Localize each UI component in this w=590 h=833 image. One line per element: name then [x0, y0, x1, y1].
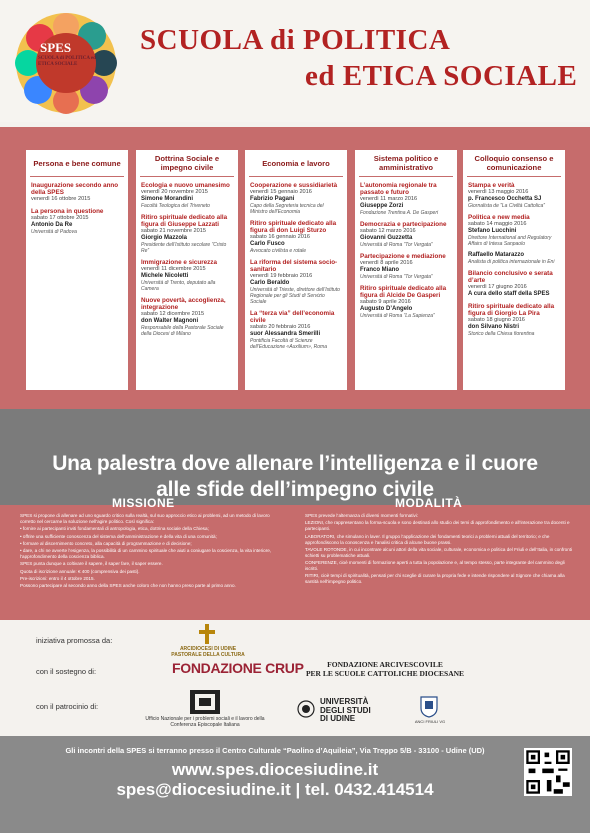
event-date: sabato 16 gennaio 2016: [250, 234, 311, 241]
modalita-paragraph: LABORATORI, che simulano in laver. Il gruppo l’applicazione dei fondamenti teorici a problemi attuali del territorio; e che approfondiscono la conoscenza e l’analisi critica di alcune buone prassi.: [305, 533, 550, 545]
event-speaker: don Silvano Nistri: [468, 323, 520, 330]
event-date: sabato 21 novembre 2015: [141, 228, 206, 235]
event-speaker-role: Fondazione Trentina A. De Gasperi: [360, 210, 439, 216]
event-speaker-role: Presidente dell’Istituto secolare “Cristo Re”: [141, 241, 227, 254]
event-speaker-role: Giornalista de “La Civiltà Cattolica”: [468, 202, 545, 209]
program-event: [250, 182, 342, 215]
event-date: sabato 14 maggio 2016: [468, 221, 527, 227]
header: [0, 0, 590, 122]
program-column: [26, 150, 128, 390]
event-title: Cooperazione e sussidiarietà: [250, 182, 338, 189]
event-speaker: p. Francesco Occhetta SJ: [468, 195, 542, 202]
modalita-paragraph: TAVOLE ROTONDE, in cui incontrare alcuni attori della vita sociale, culturale, economica e politica del Friuli e dell’Italia, in confronti schietti su problematiche attuali.: [305, 546, 573, 558]
column-body: [355, 177, 457, 319]
event-speaker: Fabrizio Pagani: [250, 195, 295, 202]
university-seal-icon: [297, 700, 315, 718]
patron2-line3: DI UDINE: [320, 714, 356, 723]
event-speaker-role: Responsabile della Pastorale Sociale della Diocesi di Milano: [141, 324, 224, 337]
event-speaker: Raffaello Matarazzo: [468, 251, 525, 258]
event-date: sabato 9 aprile 2016: [360, 299, 411, 305]
supporter-fondazione-arcivescovile: [290, 660, 480, 678]
event-speaker-role: Analista di politica internazionale in Eni: [468, 258, 555, 265]
column-heading: Colloquio consenso e comunicazione: [467, 150, 561, 177]
patron2-line1: UNIVERSITÀ: [320, 697, 369, 706]
footer-website[interactable]: www.spes.diocesiudine.it: [171, 760, 379, 779]
event-title: Inaugurazione secondo anno della SPES: [31, 182, 119, 197]
event-speaker: Carlo Fusco: [250, 240, 285, 247]
event-date: venerdì 13 maggio 2016: [468, 189, 529, 196]
program-column: [463, 150, 565, 390]
event-title: Stampa e verità: [468, 182, 515, 189]
event-speaker: Giorgio Mazzola: [141, 234, 188, 241]
event-title: Ecologia e nuovo umanesimo: [141, 182, 230, 189]
missione-paragraph: SPES si propone di allenare ad uno sguardo critico sulla realtà, sul suo approccio etico ai problemi, ad un metodo di lavoro corretto nel cercarne la soluzione nell’agire politico. Così significa:: [20, 513, 270, 524]
event-speaker: Michele Nicoletti: [141, 272, 189, 279]
event-speaker-role: Università di Roma “La Sapienza”: [360, 312, 435, 319]
missione-paragraph: • fornire ai partecipanti inviti fondamentali di antropologia, etica, dottrina sociale della Chiesa;: [20, 526, 209, 532]
support-label: con il sostegno di:: [36, 667, 97, 676]
supporter-crup: FONDAZIONE CRUP: [172, 660, 304, 676]
program-event: [360, 253, 452, 280]
program-column: [245, 150, 347, 390]
event-title: La riforma del sistema socio-sanitario: [250, 258, 338, 273]
event-speaker-role: Facoltà Teologica del Triveneto: [141, 202, 210, 209]
event-speaker: suor Alessandra Smerilli: [250, 330, 321, 337]
event-title: La “terza via” dell’economia civile: [250, 309, 335, 324]
mission-text: [20, 513, 285, 591]
tagline-line1: Una palestra dove allenare l’intelligenza e il cuore: [52, 452, 538, 475]
modalita-paragraph: CONFERENZE, cioè momenti di formazione aperti a tutta la popolazione e, al tempo stesso, parte integrante del cammino degli iscritti.: [305, 560, 565, 572]
event-date: venerdì 11 dicembre 2015: [141, 266, 206, 272]
supporter2-line2: PER LE SCUOLE CATTOLICHE DIOCESANE: [305, 669, 465, 678]
event-date: sabato 18 giugno 2016: [468, 317, 525, 323]
column-body: [26, 177, 128, 235]
event-title: Partecipazione e mediazione: [360, 252, 446, 260]
patron-university: [320, 698, 371, 724]
program-event: [468, 252, 560, 265]
event-title: Ritiro spirituale dedicato alla figura di Giorgio La Pira: [468, 302, 555, 317]
program-event: [141, 297, 233, 337]
event-speaker: Antonio Da Re: [31, 221, 73, 228]
program-event: [141, 259, 233, 292]
event-title: La persona in questione: [31, 208, 104, 215]
program-event: [468, 270, 560, 298]
modalita-paragraph: SPES prevede l’alternanza di diversi momenti formativi:: [305, 513, 419, 518]
event-speaker-role: Università di Trieste, direttore dell’Istituto Regionale per gli Studi di Servizio Sociale: [250, 286, 340, 305]
event-date: venerdì 11 marzo 2016: [360, 196, 418, 203]
program-event: [141, 214, 233, 254]
event-date: venerdì 15 gennaio 2016: [250, 189, 312, 196]
logo-subtitle: SCUOLA di POLITICA ed ETICA SOCIALE: [38, 56, 96, 67]
event-title: Ritiro spirituale dedicato alla figura di don Luigi Sturzo: [250, 219, 337, 234]
event-speaker: Giuseppe Zorzi: [360, 203, 404, 209]
event-date: sabato 12 dicembre 2015: [141, 311, 205, 317]
qr-code-icon[interactable]: [524, 748, 572, 796]
event-speaker: Franco Miano: [360, 266, 400, 273]
program-event: [468, 214, 560, 247]
event-date: sabato 20 febbraio 2016: [250, 324, 311, 331]
program-event: [360, 221, 452, 248]
event-title: L’autonomia regionale tra passato e futuro: [360, 182, 437, 197]
program-event: [468, 303, 560, 337]
event-speaker: don Walter Magnoni: [141, 317, 199, 324]
event-date: venerdì 16 ottobre 2015: [31, 196, 91, 203]
anci-shield-icon: [420, 696, 438, 718]
missione-paragraph: Quota di iscrizione annuale: € 400 (comprensiva dei pasti).: [20, 568, 140, 574]
sponsors-section: [0, 622, 590, 737]
event-speaker: Simone Morandini: [141, 195, 194, 202]
patronage-label: con il patrocinio di:: [36, 702, 99, 711]
mission-heading: MISSIONE: [112, 496, 175, 510]
column-body: [245, 177, 347, 350]
event-speaker-role: Università di Roma “Tor Vergata”: [360, 241, 433, 248]
event-speaker: Giovanni Guzzetta: [360, 234, 413, 241]
page-title-line1: SCUOLA di POLITICA: [140, 24, 451, 56]
modalita-text: [305, 513, 573, 587]
event-speaker: Carlo Beraldo: [250, 279, 290, 286]
missione-paragraph: • offrire una sufficiente conoscenza del sistema dell’amministrazione e della vita di una comunità;: [20, 533, 217, 539]
missione-paragraph: • formare al discernimento concreto, alla capacità di programmazione e di decisione;: [20, 540, 192, 546]
event-speaker-role: Storico della Chiesa fiorentina: [468, 330, 535, 337]
event-speaker-role: Direttore International and Regulatory Affairs di Intesa Sanpaolo: [468, 234, 552, 247]
event-title: Democrazia e partecipazione: [360, 221, 447, 228]
program-column: [136, 150, 238, 390]
program-event: [250, 259, 342, 305]
column-heading: Economia e lavoro: [249, 150, 343, 177]
patron2-line2: DEGLI STUDI: [320, 705, 371, 715]
event-speaker: Augusto D’Angelo: [360, 305, 413, 312]
event-date: venerdì 17 giugno 2016: [468, 284, 527, 290]
tagline-line2: alle sfide dell’impegno civile: [156, 478, 434, 501]
event-title: Ritiro spirituale dedicato alla figura di Giuseppe Lazzati: [141, 213, 228, 228]
event-speaker: A cura dello staff della SPES: [468, 290, 550, 297]
event-title: Ritiro spirituale dedicato alla figura di Alcide De Gasperi: [360, 284, 447, 299]
cei-logo-icon: [190, 690, 220, 714]
logo-text: SPES: [40, 40, 72, 55]
event-date: venerdì 20 novembre 2015: [141, 189, 208, 196]
program-event: [31, 208, 123, 235]
event-speaker-role: Università di Roma “Tor Vergata”: [360, 273, 433, 280]
program-event: [360, 182, 452, 216]
program-event: [360, 285, 452, 319]
footer-contact[interactable]: spes@diocesiudine.it | tel. 0432.414514: [116, 780, 434, 799]
program-event: [250, 220, 342, 254]
footer-venue: Gli incontri della SPES si terranno presso il Centro Culturale “Paolino d’Aquileia”, Via Treppo 5/B - 33100 - Udine (UD): [65, 746, 485, 755]
modalita-heading: MODALITÀ: [395, 496, 463, 510]
program-event: [31, 182, 123, 203]
event-speaker-role: Università di Padova: [31, 228, 77, 235]
program-event: [141, 182, 233, 209]
event-date: sabato 17 ottobre 2015: [31, 215, 89, 222]
column-heading: Dottrina Sociale e impegno civile: [140, 150, 234, 177]
program-event: [468, 182, 560, 209]
program-column: [355, 150, 457, 390]
event-date: venerdì 19 febbraio 2016: [250, 273, 313, 280]
event-speaker-role: Pontificia Facoltà di Scienze dell’Educazione «Auxilium», Roma: [250, 337, 327, 350]
event-date: venerdì 8 aprile 2016: [360, 260, 413, 266]
page-title-line2: ed ETICA SOCIALE: [305, 60, 578, 92]
column-body: [136, 177, 238, 337]
modalita-paragraph: RITIRI, cioè tempi di spiritualità, pensati per chi sceglie di curare la propria fede e intende rispondere al Signore che chiama alla santità nell’impegno politico.: [305, 573, 565, 585]
column-body: [463, 177, 565, 337]
event-speaker-role: Università di Trento, deputato alla Camera: [141, 279, 216, 292]
missione-paragraph: • dare, a chi ne avverte l’esigenza, la possibilità di un cammino spirituale che aiuti a coniugare la coscienza, la vita interiore, l’approfondimento della coscienza biblica.: [20, 548, 272, 560]
patron-anci: ANCI FRIULI VG: [414, 719, 446, 724]
event-title: Nuove povertà, accoglienza, integrazione: [141, 296, 226, 311]
event-title: Immigrazione e sicurezza: [141, 258, 217, 266]
event-title: Politica e new media: [468, 213, 530, 221]
column-heading: Sistema politico e amministrativo: [359, 150, 453, 177]
missione-paragraph: Pre-iscrizioni: entro il 4 ottobre 2015.: [20, 576, 95, 582]
promoter-name: ARCIDIOCESI DI UDINE PASTORALE DELLA CULTURA: [171, 646, 245, 658]
patron-cei: Ufficio Nazionale per i problemi sociali e il lavoro della Conferenza Episcopale Italiana: [145, 716, 265, 728]
promoted-label: iniziativa promossa da:: [36, 636, 113, 645]
event-speaker: Stefano Lucchini: [468, 227, 517, 234]
event-date: sabato 12 marzo 2016: [360, 228, 416, 235]
cross-emblem-icon: [196, 624, 218, 644]
modalita-paragraph: LEZIONI, che rappresentano la forma-scuola e sono destinati allo studio dei temi di approfondimento e all’interazione tra docenti e partecipanti.: [305, 520, 570, 532]
supporter2-line1: FONDAZIONE ARCIVESCOVILE: [327, 660, 443, 669]
missione-paragraph: SPES punta dunque a coltivare il sapere, il saper fare, il saper essere.: [20, 561, 163, 567]
missione-paragraph: Possono partecipare al secondo anno della SPES anche coloro che non hanno preso parte al primo anno.: [20, 583, 236, 589]
program-event: [250, 310, 342, 350]
event-title: Bilancio conclusivo e serata d’arte: [468, 269, 553, 284]
column-heading: Persona e bene comune: [30, 150, 124, 177]
event-speaker-role: Capo della Segreteria tecnica del Ministro dell’Economia: [250, 202, 324, 215]
event-speaker-role: Avvocato civilista e rotale: [250, 247, 307, 254]
